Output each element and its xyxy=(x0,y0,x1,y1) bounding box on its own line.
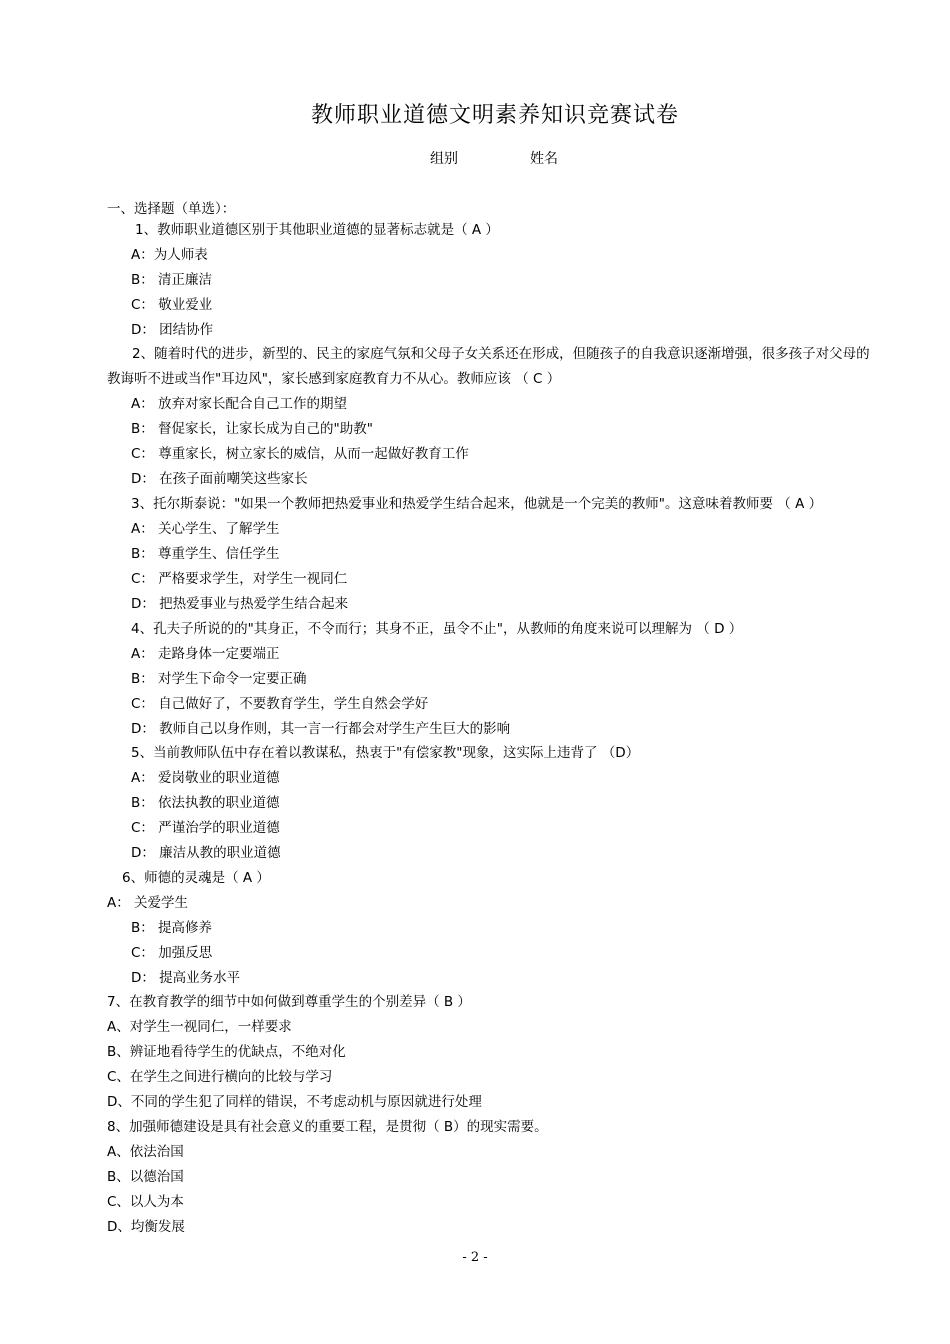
question-1-option-a: A：为人师表 xyxy=(131,247,208,263)
question-7-option-c: C、在学生之间进行横向的比较与学习 xyxy=(107,1069,333,1085)
question-4-option-a: A： 走路身体一定要端正 xyxy=(131,646,280,662)
question-6-option-d: D： 提高业务水平 xyxy=(131,970,241,986)
question-8-option-b: B、以德治国 xyxy=(107,1169,184,1185)
question-1-option-c: C： 敬业爱业 xyxy=(131,297,213,313)
question-1-option-b: B： 清正廉洁 xyxy=(131,272,213,288)
question-5-option-b: B： 依法执教的职业道德 xyxy=(131,795,280,811)
question-6-stem: 6、师德的灵魂是（ A ） xyxy=(122,870,270,886)
question-3-option-a: A： 关心学生、了解学生 xyxy=(131,521,280,537)
question-6-option-a: A： 关爱学生 xyxy=(107,895,189,911)
page-title: 教师职业道德文明素养知识竞赛试卷 xyxy=(310,103,679,128)
question-2-option-d: D： 在孩子面前嘲笑这些家长 xyxy=(131,471,308,487)
question-7-option-d: D、不同的学生犯了同样的错误，不考虑动机与原因就进行处理 xyxy=(107,1094,482,1110)
question-2-option-b: B： 督促家长，让家长成为自己的"助教" xyxy=(131,421,373,437)
question-3-option-c: C： 严格要求学生，对学生一视同仁 xyxy=(131,571,348,587)
question-8-option-c: C、以人为本 xyxy=(107,1194,184,1210)
question-6-option-b: B： 提高修养 xyxy=(131,920,213,936)
question-8-stem: 8、加强师德建设是具有社会意义的重要工程，是贯彻（ B）的现实需要。 xyxy=(107,1119,548,1135)
page-number: - 2 - xyxy=(462,1250,488,1265)
question-5-option-d: D： 廉洁从教的职业道德 xyxy=(131,845,281,861)
question-3-stem: 3、托尔斯泰说："如果一个教师把热爱事业和热爱学生结合起来，他就是一个完美的教师"。这意味着教师要 （ A ） xyxy=(131,496,823,512)
question-8-option-a: A、依法治国 xyxy=(107,1144,184,1160)
question-5-stem: 5、当前教师队伍中存在着以教谋私，热衷于"有偿家教"现象，这实际上违背了 （D） xyxy=(131,745,640,761)
question-7-option-b: B、辨证地看待学生的优缺点，不绝对化 xyxy=(107,1044,346,1060)
section-heading: 一、选择题（单选）： xyxy=(107,201,236,217)
question-7-option-a: A、对学生一视同仁，一样要求 xyxy=(107,1019,292,1035)
question-5-option-c: C： 严谨治学的职业道德 xyxy=(131,820,280,836)
question-8-option-d: D、均衡发展 xyxy=(107,1219,185,1235)
question-4-option-b: B： 对学生下命令一定要正确 xyxy=(131,671,307,687)
question-6-option-c: C： 加强反思 xyxy=(131,945,213,961)
question-1-option-d: D： 团结协作 xyxy=(131,322,214,338)
question-3-option-d: D： 把热爱事业与热爱学生结合起来 xyxy=(131,596,349,612)
question-1-stem: 1、教师职业道德区别于其他职业道德的显著标志就是（ A ） xyxy=(135,222,499,238)
question-2-stem: 2、随着时代的进步，新型的、民主的家庭气氛和父母子女关系还在形成，但随孩子的自我意识逐渐增强，很多孩子对父母的教诲听不进或当作"耳边风"，家长感到家庭教育力不从心。教师应该 （ C ） xyxy=(107,346,870,387)
question-4-option-d: D： 教师自己以身作则，其一言一行都会对学生产生巨大的影响 xyxy=(131,721,511,737)
question-3-option-b: B： 尊重学生、信任学生 xyxy=(131,546,280,562)
question-2-option-c: C： 尊重家长，树立家长的威信，从而一起做好教育工作 xyxy=(131,446,469,462)
question-2-option-a: A： 放弃对家长配合自己工作的期望 xyxy=(131,396,348,412)
question-5-option-a: A： 爱岗敬业的职业道德 xyxy=(131,770,280,786)
question-4-stem: 4、孔夫子所说的的"其身正，不令而行；其身不正，虽令不止"，从教师的角度来说可以理解为 （ D ） xyxy=(131,621,743,637)
question-7-stem: 7、在教育教学的细节中如何做到尊重学生的个别差异（ B ） xyxy=(107,994,471,1010)
question-4-option-c: C： 自己做好了，不要教育学生，学生自然会学好 xyxy=(131,696,429,712)
group-label: 组别 xyxy=(430,151,458,167)
name-label: 姓名 xyxy=(530,151,558,167)
